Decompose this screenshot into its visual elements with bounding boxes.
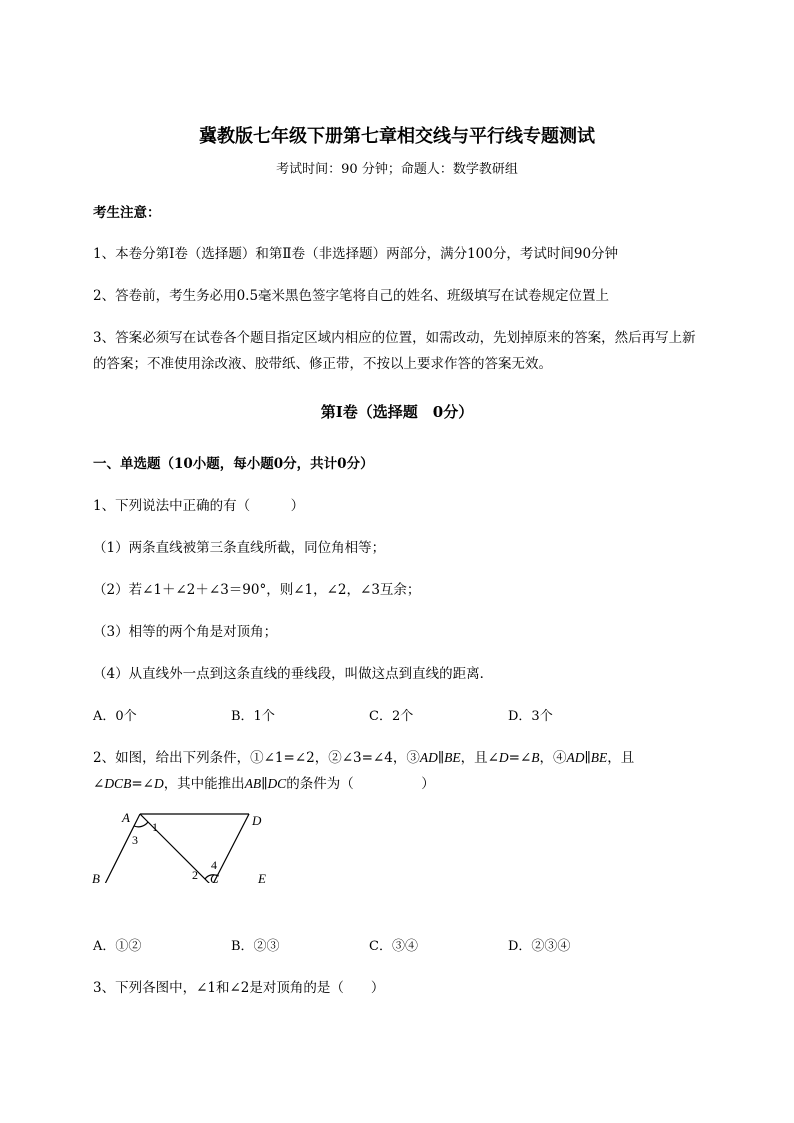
notice-item-3: 3、答案必须写在试卷各个题目指定区域内相应的位置，如需改动，先划掉原来的答案，然后再写上新	[93, 330, 696, 346]
q1-statement-3: （3）相等的两个角是对顶角；	[93, 624, 278, 640]
label-angle-3: 3	[132, 833, 138, 847]
q1-option-a[interactable]: A．0个	[93, 709, 137, 724]
q1-option-d[interactable]: D．3个	[508, 709, 553, 724]
q1-option-b[interactable]: B．1个	[231, 709, 275, 724]
label-angle-1: 1	[152, 820, 158, 834]
page-title: 冀教版七年级下册第七章相交线与平行线专题测试	[199, 126, 595, 147]
q3-stem: 3、下列各图中，∠1和∠2是对顶角的是（ ）	[93, 980, 385, 996]
part-heading: 一、单选题（10小题，每小题0分，共计0分）	[93, 456, 374, 472]
label-c: C	[210, 871, 219, 883]
notice-item-2: 2、答卷前，考生务必用0.5毫米黑色签字笔将自己的姓名、班级填写在试卷规定位置上	[93, 288, 610, 304]
q2-stem-line-1: 2、如图，给出下列条件，①∠1=∠2，②∠3=∠4，③AD∥BE，且∠D=∠B，④AD∥BE，且	[93, 750, 635, 766]
label-b: B	[92, 871, 100, 883]
q2-stem-line-2: ∠DCB=∠D，其中能推出AB∥DC的条件为（ ）	[93, 776, 435, 792]
q1-statement-4: （4）从直线外一点到这条直线的垂线段，叫做这点到直线的距离．	[93, 666, 494, 682]
q2-option-d[interactable]: D．②③④	[508, 939, 571, 954]
section-title: 第Ⅰ卷（选择题 0分）	[320, 403, 474, 421]
q1-stem: 1、下列说法中正确的有（ ）	[93, 498, 305, 514]
exam-info: 考试时间：90 分钟；命题人：数学教研组	[276, 162, 518, 177]
label-angle-4: 4	[211, 858, 217, 872]
label-a: A	[122, 810, 130, 825]
q2-figure	[88, 808, 278, 883]
label-e: E	[258, 871, 266, 883]
q1-option-c[interactable]: C．2个	[369, 709, 414, 724]
segment-ac	[140, 814, 212, 883]
q2-option-b[interactable]: B．②③	[231, 939, 280, 954]
notice-item-3-cont: 的答案；不准使用涂改液、胶带纸、修正带，不按以上要求作答的答案无效。	[93, 356, 552, 372]
notice-item-1: 1、本卷分第Ⅰ卷（选择题）和第Ⅱ卷（非选择题）两部分，满分100分，考试时间90分钟	[93, 246, 619, 262]
label-angle-2: 2	[192, 868, 198, 882]
q2-option-a[interactable]: A．①②	[93, 939, 142, 954]
label-d: D	[252, 813, 262, 828]
q1-statement-2: （2）若∠1＋∠2＋∠3＝90°，则∠1，∠2，∠3互余；	[93, 582, 421, 598]
q2-option-c[interactable]: C．③④	[369, 939, 418, 954]
notice-heading: 考生注意：	[93, 205, 161, 221]
q1-statement-1: （1）两条直线被第三条直线所截，同位角相等；	[93, 540, 386, 556]
